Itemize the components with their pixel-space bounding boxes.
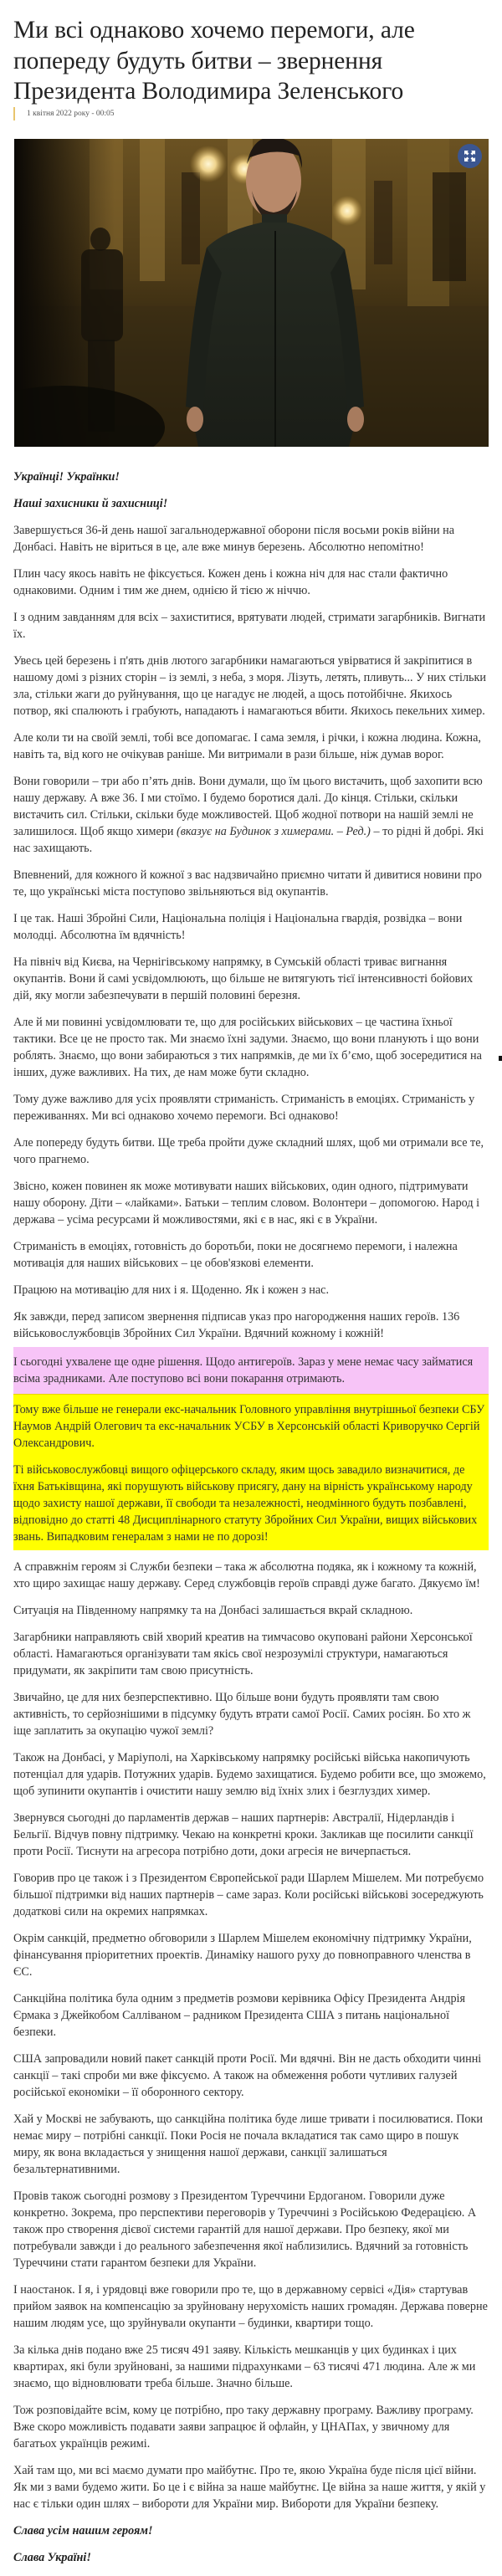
closing-heroes: Слава усім нашим героям! <box>13 2524 153 2538</box>
closing-ukraine: Слава Україні! <box>13 2551 91 2564</box>
highlighted-paragraph-yellow: Тому вже більше не генерали екс-начальник Головного управління внутрішньої безпеки СБУ Наумов Андрій Олегович та екс-начальник УСБУ в Херсонській області Криворучко Сергій Олександрович. <box>13 1403 485 1450</box>
paragraph: Загарбники направляють свій хворий креатив на тимчасово окуповані райони Херсонської області. Намагаються організувати там якісь свої незрозумілі структури, намагаються придумати, як закріпити там свою присутність. <box>13 1631 473 1677</box>
scroll-marker <box>499 1056 502 1061</box>
greeting: Українці! Українки! <box>13 470 120 484</box>
paragraph: Провів також сьогодні розмову з Президентом Туреччини Ердоганом. Говорили дуже конкретно. Зокрема, про перспективи переговорів у Туреччині з Російською Федерацією. А також про створення дієвої системи гарантій для нашої держави. Про безпеку, якої ми потребували завжди і до реального забезпечення якої наблизились. Вдячний за готовність Туреччини стати гарантом безпеки для України. <box>13 2189 477 2270</box>
paragraph: Впевнений, для кожного й кожної з вас надзвичайно приємно читати й дивитися новини про те, що українські міста поступово звільняються від окупантів. <box>13 868 482 899</box>
paragraph: За кілька днів подано вже 25 тисяч 491 заяву. Кількість мешканців у цих будинках і цих квартирах, які були зруйновані, за нашими підрахунками – 63 тисячі 471 людина. Але ж ми знаємо, що відновлювати треба більше. Значно більше. <box>13 2343 476 2390</box>
paragraph-chimeras <box>0 773 502 857</box>
paragraph: А справжнім героям зі Служби безпеки – така ж абсолютна подяка, як і кожному та кожній, хто щиро захищає нашу державу. Серед службовців героїв справді дуже багато. Дякуємо їм! <box>13 1560 480 1590</box>
paragraph: Увесь цей березень і п'ять днів лютого загарбники намагаються увірватися й закріпитися в нашому домі з різних сторін – із землі, з неба, з моря. Лізуть, летять, пливуть... У них стільки зла, стільки жаги до руйнування, що це нагадує не людей, а щось потойбічне. Якихось потвор, які спалюють і грабують, нападають і намагаються вбити. Якихось пекельних химер. <box>13 654 487 718</box>
paragraph: І з одним завданням для всіх – захиститися, врятувати людей, стримати загарбників. Вигнати їх. <box>13 611 486 641</box>
paragraph: Як завжди, перед записом звернення підписав указ про нагородження наших героїв. 136 військовослужбовців Збройних Сил України. Вдячний кожному і кожній! <box>13 1310 460 1340</box>
paragraph: Плин часу якось навіть не фіксується. Кожен день і кожна ніч для нас стали фактично однаковими. Одним і тим же днем, однією й тією ж ніччю. <box>13 567 448 597</box>
paragraph: І це так. Наші Збройні Сили, Національна поліція і Національна гвардія, розвідка – вони молодці. Абсолютна їм вдячність! <box>13 912 463 942</box>
paragraph: Хай у Москві не забувають, що санкційна політика буде лише тривати і посилюватися. Поки немає миру – потрібні санкції. Поки Росія не почала вкладатися так само щиро в пошук миру, як вона вкладається у знищення нашої держави, санкції залишаться безальтернативними. <box>13 2113 484 2176</box>
highlighted-paragraph-yellow: Ті військовослужбовці вищого офіцерського складу, яким щось завадило визначитися, де їхня Батьківщина, які порушують військову присягу, дану на вірність українському народу щодо захисту нашої держави, її свободи та незалежності, неодмінного будуть позбавлені, відповідно до статті 48 Дисциплінарного статуту Збройних Сил України, вищих військових звань. Випадковим генералам з нами не по дорозі! <box>13 1463 478 1544</box>
highlighted-paragraph-pink: І сьогодні ухвалене ще одне рішення. Щодо антигероїв. Зараз у мене немає часу займатися всіма зрадниками. Але поступово всі вони покарання отримають. <box>13 1347 489 1394</box>
paragraph: Хай там що, ми всі маємо думати про майбутнє. Про те, якою Україна буде після цієї війни. Як ми з вами будемо жити. Бо це і є війна за наше майбутнє. Це війна за наше життя, у якій у нас є тільки один шлях – вибороти для України мир. Вибороти для України безпеку. <box>13 2464 486 2511</box>
article-body <box>0 469 502 2576</box>
highlighted-block-yellow <box>13 1394 489 1550</box>
publish-date: 1 квітня 2022 року - 00:05 <box>13 107 115 120</box>
expand-image-button[interactable] <box>458 144 482 168</box>
paragraph: Окрім санкцій, предметно обговорили з Шарлем Мішелем економічну підтримку України, фінансування пріоритетних проектів. Динаміку нашого руху до повноправного членства в ЄС. <box>13 1932 472 1979</box>
paragraph: Звернувся сьогодні до парламентів держав – наших партнерів: Австралії, Нідерландів і Бельгії. Відчув повну підтримку. Чекаю на конкретні кроки. Закликав ще посилити санкції проти Росії. Тиснути на агресора потрібно доти, доки агресія не вичерпається. <box>13 1811 474 1858</box>
editor-note: (вказує на Будинок з химерами. – Ред.) <box>177 825 371 838</box>
paragraph: На північ від Києва, на Чернігівському напрямку, в Сумській області триває вигнання окупантів. Вони й самі усвідомлюють, що більше не витягують тієї інтенсивності бойових дій, яку могли забезпечувати в першій половині березня. <box>13 955 474 1002</box>
paragraph: Ситуація на Південному напрямку та на Донбасі залишається вкрай складною. <box>13 1604 413 1617</box>
hero-image[interactable] <box>14 139 489 447</box>
expand-icon <box>464 151 475 161</box>
paragraph: Також на Донбасі, у Маріуполі, на Харківському напрямку російські війська накопичують потенціал для ударів. Потужних ударів. Будемо захищатися. Будемо робити все, що зможемо, щоб зупинити окупантів і очистити нашу землю від їхніх злих і безглуздих химер. <box>13 1751 486 1798</box>
paragraph: Завершується 36-й день нашої загальнодержавної оборони після восьми років війни на Донбасі. Навіть не віриться в це, але вже минув березень. Абсолютно непомітно! <box>13 524 455 554</box>
paragraph: Тому дуже важливо для усіх проявляти стриманість. Стриманість в емоціях. Стриманість у переживаннях. Ми всі однаково хочемо перемоги. Всі однаково! <box>13 1093 475 1123</box>
paragraph: Звичайно, це для них безперспективно. Що більше вони будуть проявляти там свою активність, то серйознішими в підсумку будуть втрати самої Росії. Самих росіян. Бо хто ж іще заплатить за окупацію чужої землі? <box>13 1691 471 1738</box>
paragraph: Але попереду будуть битви. Ще треба пройти дуже складний шлях, щоб ми отримали все те, чого прагнемо. <box>13 1136 484 1166</box>
paragraph: Працюю на мотивацію для них і я. Щоденно. Як і кожен з нас. <box>13 1283 330 1297</box>
paragraph: Тож розповідайте всім, кому це потрібно, про таку державну програму. Важливу програму. Вже скоро можливість подавати заяви запрацює й офлайн, у ЦНАПах, у звичному для багатьох українців режимі. <box>13 2404 474 2451</box>
hero-photo <box>14 139 489 447</box>
paragraph: Звісно, кожен повинен як може мотивувати наших військових, один одного, підтримувати нашу оборону. Діти – «лайками». Батьки – теплим словом. Волонтери – допомогою. Народ і держава – усіма ресурсами й можливостями, які є в нас, які є в України. <box>13 1180 480 1227</box>
paragraph-text: Вони говорили – три або п’ять днів. Вони думали, що їм цього вистачить, щоб захопити всю нашу державу. А вже 36. І ми стоїмо. І будемо боротися далі. До кінця. Стільки, скільки вистачить сил. Стільки, скільки буде можливостей. Щоб жодної потвори на нашій землі не залишилося. Щоб якщо химери <box>13 775 483 838</box>
paragraph: Говорив про це також і з Президентом Європейської ради Шарлем Мішелем. Ми потребуємо більшої підтримки від наших партнерів – саме зараз. Коли російські військові зосереджують додаткові сили на окремих напрямках. <box>13 1872 484 1918</box>
paragraph: Санкційна політика була одним з предметів розмови керівника Офісу Президента Андрія Єрмака з Джейкобом Салліваном – радником Президента США з питань національної безпеки. <box>13 1992 466 2039</box>
paragraph-text: – то рідні й добрі. Які нас захищають. <box>13 825 484 855</box>
greeting-defenders: Наші захисники й захисниці! <box>13 497 168 510</box>
paragraph: Але коли ти на своїй землі, тобі все допомагає. І сама земля, і річки, і кожна людина. Кожна, навіть та, від кого не очікував раніше. Ми витримали в рази більше, ніж думав ворог. <box>13 731 481 761</box>
paragraph: США запровадили новий пакет санкцій проти Росії. Ми вдячні. Він не дасть обходити чинні санкції – такі спроби ми вже фіксуємо. А також на обмеження роботи чутливих галузей російської економіки – її оборонного сектору. <box>13 2052 482 2099</box>
paragraph: Але й ми повинні усвідомлювати те, що для російських військових – це частина їхньої тактики. Все це не просто так. Ми знаємо їхні задуми. Знаємо, що вони планують і що вони роблять. Знаємо, що вони забираються з тих напрямків, де ми їх б’ємо, щоб зосередитися на інших, дуже важливих. На тих, де нам може бути складно. <box>13 1016 482 1079</box>
paragraph: І наостанок. І я, і урядовці вже говорили про те, що в державному сервісі «Дія» стартував прийом заявок на компенсацію за зруйновану нерухомість наших громадян. Держава поверне нашим людям усе, що зруйнували окупанти – будинки, квартири тощо. <box>13 2283 488 2330</box>
paragraph: Стриманість в емоціях, готовність до боротьби, поки не досягнемо перемоги, і належна мотивація для наших військових – це обов'язкові елементи. <box>13 1240 458 1270</box>
article-title: Ми всі однаково хочемо перемоги, але попереду будуть битви – звернення Президента Володимира Зеленського <box>13 17 415 105</box>
